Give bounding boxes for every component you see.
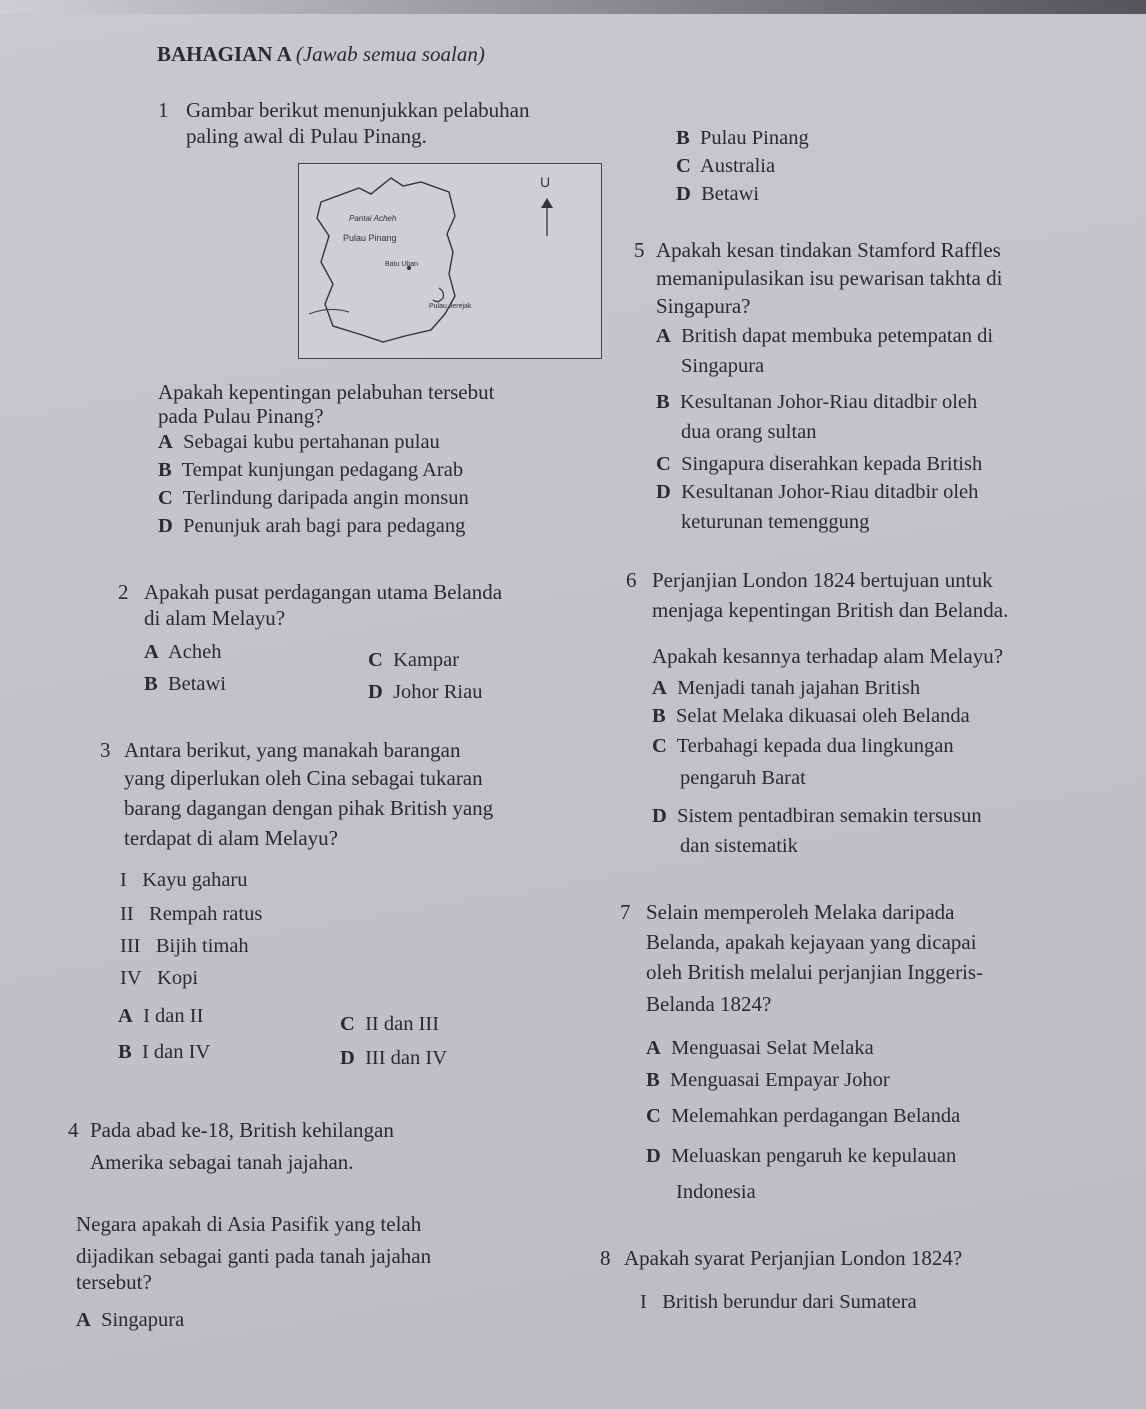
q4-option-b[interactable] (676, 126, 809, 150)
q3-item (120, 902, 262, 926)
q1-ask-line: pada Pulau Pinang? (158, 404, 324, 428)
option-text: I dan II (143, 1005, 204, 1027)
option-text: Penunjuk arah bagi para pedagang (183, 515, 466, 537)
q7-stem-line: oleh British melalui perjanjian Inggeris- (646, 960, 984, 984)
roman-numeral: I (640, 1291, 647, 1313)
option-letter: A (118, 1005, 133, 1027)
option-letter: C (646, 1105, 661, 1127)
q2-number: 2 (118, 580, 129, 604)
option-letter: B (118, 1041, 132, 1063)
option-letter: D (340, 1047, 355, 1069)
option-text: Australia (699, 155, 776, 177)
option-text: Kesultanan Johor-Riau ditadbir oleh (681, 481, 979, 503)
q1-option-d[interactable] (158, 514, 465, 538)
q2-stem-line: Apakah pusat perdagangan utama Belanda (144, 580, 503, 604)
q3-item (120, 934, 249, 958)
q4-option-a[interactable] (76, 1308, 184, 1332)
q6-number: 6 (626, 568, 637, 592)
option-text: Kesultanan Johor-Riau ditadbir oleh (679, 391, 978, 413)
q1-number: 1 (158, 98, 169, 122)
option-letter: A (652, 677, 667, 699)
q8-stem-line: Apakah syarat Perjanjian London 1824? (624, 1246, 963, 1270)
q5-option-d[interactable] (656, 480, 978, 504)
q4-stem-line: dijadikan sebagai ganti pada tanah jajahan (76, 1244, 432, 1268)
roman-numeral: IV (120, 967, 142, 989)
q6-stem-line: Apakah kesannya terhadap alam Melayu? (652, 644, 1004, 668)
q7-option-b[interactable] (646, 1068, 890, 1092)
option-text: Pulau Pinang (699, 127, 809, 149)
island-outline (299, 164, 603, 360)
option-text: I dan IV (141, 1041, 211, 1063)
q5-option-c[interactable] (656, 452, 982, 476)
q2-option-a[interactable] (144, 640, 221, 664)
q7-number: 7 (620, 900, 631, 924)
q2-option-b[interactable] (144, 672, 226, 696)
option-text: Singapura (101, 1309, 185, 1331)
option-text: Acheh (167, 641, 222, 663)
q3-stem-line: terdapat di alam Melayu? (124, 826, 338, 850)
item-text: Bijih timah (155, 935, 249, 957)
option-text: Selat Melaka dikuasai oleh Belanda (675, 705, 970, 727)
option-text: Kampar (393, 649, 460, 671)
q1-option-a[interactable] (158, 430, 440, 454)
option-letter: C (652, 735, 667, 757)
page-top-shadow (0, 0, 1146, 14)
q6-option-d[interactable] (652, 804, 982, 828)
option-letter: D (656, 481, 671, 503)
q1-stem-line: paling awal di Pulau Pinang. (186, 124, 427, 148)
q6-option-d-cont: dan sistematik (680, 835, 798, 857)
q1-stem-line: Gambar berikut menunjukkan pelabuhan (186, 98, 530, 122)
q5-stem-line: memanipulasikan isu pewarisan takhta di (656, 266, 1003, 290)
q3-stem-line: barang dagangan dengan pihak British yang (124, 796, 494, 820)
q4-option-d[interactable] (676, 182, 759, 206)
q6-option-c-cont: pengaruh Barat (680, 767, 806, 789)
q5-option-d-cont: keturunan temenggung (681, 511, 870, 533)
q5-option-a[interactable] (656, 324, 993, 348)
q1-ask-line: Apakah kepentingan pelabuhan tersebut (158, 380, 495, 404)
item-text: British berundur dari Sumatera (662, 1291, 917, 1313)
q3-option-b[interactable] (118, 1040, 210, 1064)
option-letter: A (76, 1309, 91, 1331)
north-arrow-label: U (540, 174, 551, 190)
q3-number: 3 (100, 738, 111, 762)
q4-stem-line: Pada abad ke-18, British kehilangan (90, 1118, 394, 1142)
q2-option-d[interactable] (368, 680, 482, 704)
option-text: II dan III (365, 1013, 440, 1035)
q6-option-c[interactable] (652, 734, 954, 758)
q7-option-d[interactable] (646, 1144, 956, 1168)
item-text: Rempah ratus (149, 903, 263, 925)
option-letter: C (676, 155, 691, 177)
q7-stem-line: Selain memperoleh Melaka daripada (646, 900, 955, 924)
map-label-batu: Batu Uban (385, 261, 419, 268)
q3-option-c[interactable] (340, 1012, 439, 1036)
q7-stem-line: Belanda 1824? (646, 992, 772, 1016)
q1-option-c[interactable] (158, 486, 469, 510)
option-text: III dan IV (365, 1047, 448, 1069)
option-text: Menguasai Empayar Johor (669, 1069, 890, 1091)
q6-stem-line: Perjanjian London 1824 bertujuan untuk (652, 568, 993, 592)
option-text: Melemahkan perdagangan Belanda (671, 1105, 961, 1127)
section-instruction: (Jawab semua soalan) (295, 42, 485, 66)
q3-item (120, 966, 198, 990)
penang-map (298, 163, 602, 359)
roman-numeral: III (120, 935, 141, 957)
option-letter: A (646, 1037, 661, 1059)
section-title: BAHAGIAN A (157, 42, 291, 66)
roman-numeral: II (120, 903, 134, 925)
q7-stem-line: Belanda, apakah kejayaan yang dicapai (646, 930, 977, 954)
q6-option-b[interactable] (652, 704, 970, 728)
option-letter: C (368, 649, 383, 671)
q4-stem-line: Negara apakah di Asia Pasifik yang telah (76, 1212, 422, 1236)
q1-option-b[interactable] (158, 458, 463, 482)
q4-stem-line: Amerika sebagai tanah jajahan. (90, 1150, 354, 1174)
section-header (157, 42, 485, 66)
option-letter: D (676, 183, 691, 205)
option-text: Terlindung daripada angin monsun (182, 487, 469, 509)
q5-number: 5 (634, 238, 645, 262)
q7-option-a[interactable] (646, 1036, 874, 1060)
option-letter: B (652, 705, 666, 727)
map-label-jerejak: Pulau Jerejak (429, 303, 472, 310)
option-letter: D (158, 515, 173, 537)
option-text: Johor Riau (393, 681, 483, 703)
option-text: British dapat membuka petempatan di (681, 325, 994, 347)
option-letter: A (158, 431, 173, 453)
q3-stem-line: Antara berikut, yang manakah barangan (124, 738, 461, 762)
option-text: Betawi (167, 673, 227, 695)
map-label-penang: Pulau Pinang (343, 233, 397, 243)
option-letter: D (368, 681, 383, 703)
q3-stem-line: yang diperlukan oleh Cina sebagai tukaran (124, 766, 483, 790)
option-text: Menjadi tanah jajahan British (677, 677, 921, 699)
option-text: Menguasai Selat Melaka (671, 1037, 874, 1059)
q3-option-a[interactable] (118, 1004, 203, 1028)
q8-item (640, 1290, 917, 1314)
option-text: Singapura diserahkan kepada British (681, 453, 983, 475)
option-text: Terbahagi kepada dua lingkungan (676, 735, 954, 757)
item-text: Kopi (157, 967, 199, 989)
q3-item (120, 868, 248, 892)
q7-option-c[interactable] (646, 1104, 960, 1128)
option-letter: D (646, 1145, 661, 1167)
q2-option-c[interactable] (368, 648, 459, 672)
q5-option-b-cont: dua orang sultan (681, 421, 817, 443)
roman-numeral: I (120, 869, 127, 891)
option-text: Sebagai kubu pertahanan pulau (183, 431, 440, 453)
q6-stem-line: menjaga kepentingan British dan Belanda. (652, 598, 1009, 622)
q6-option-a[interactable] (652, 676, 920, 700)
option-letter: B (676, 127, 690, 149)
option-text: Sistem pentadbiran semakin tersusun (677, 805, 982, 827)
q4-stem-line: tersebut? (76, 1270, 152, 1294)
option-text: Meluaskan pengaruh ke kepulauan (671, 1145, 957, 1167)
option-text: Betawi (701, 183, 760, 205)
option-letter: B (656, 391, 670, 413)
q5-option-a-cont: Singapura (681, 355, 765, 377)
option-text: Tempat kunjungan pedagang Arab (181, 459, 464, 481)
q2-stem-line: di alam Melayu? (144, 606, 286, 630)
option-letter: B (158, 459, 172, 481)
option-letter: A (656, 325, 671, 347)
q4-option-c[interactable] (676, 154, 775, 178)
option-letter: C (158, 487, 173, 509)
q5-option-b[interactable] (656, 390, 977, 414)
option-letter: B (144, 673, 158, 695)
q5-stem-line: Apakah kesan tindakan Stamford Raffles (656, 238, 1001, 262)
q8-number: 8 (600, 1246, 611, 1270)
option-letter: D (652, 805, 667, 827)
option-letter: A (144, 641, 159, 663)
option-letter: C (340, 1013, 355, 1035)
option-letter: C (656, 453, 671, 475)
q7-option-d-cont: Indonesia (676, 1181, 756, 1203)
q4-number: 4 (68, 1118, 79, 1142)
option-letter: B (646, 1069, 660, 1091)
q5-stem-line: Singapura? (656, 294, 751, 318)
q3-option-d[interactable] (340, 1046, 447, 1070)
map-label-top: Pantai Acheh (349, 214, 397, 223)
item-text: Kayu gaharu (142, 869, 248, 891)
